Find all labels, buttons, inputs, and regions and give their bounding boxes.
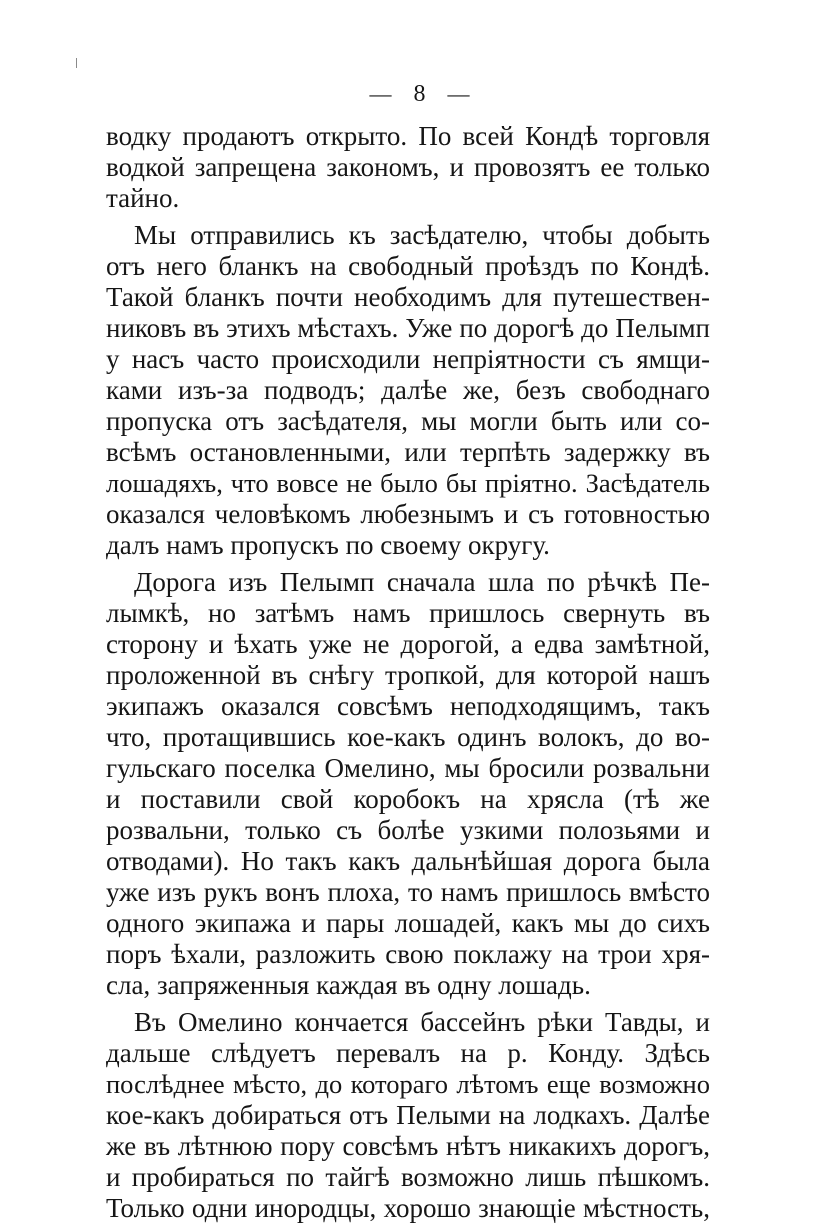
text-line: тайно. <box>106 183 180 213</box>
text-line: и пробираться по тайгѣ возможно лишь пѣшкомъ. <box>106 1162 710 1192</box>
text-line: уже изъ рукъ вонъ плоха, то намъ пришлось вмѣсто <box>106 877 710 907</box>
paragraph <box>106 567 710 1001</box>
text-line: у насъ часто происходили непріятности съ ямщи- <box>106 344 710 374</box>
paragraph <box>106 1007 710 1224</box>
page-number-dash-right: — <box>447 81 471 106</box>
paragraph <box>106 121 710 214</box>
text-line: поръ ѣхали, разложить свою поклажу на трои хря- <box>106 939 710 969</box>
text-line: пропуска отъ засѣдателя, мы могли быть или со- <box>106 406 710 436</box>
text-line: Дорога изъ Пелымп сначала шла по рѣчкѣ Пе- <box>134 567 710 597</box>
text-line: сторону и ѣхать уже не дорогой, а едва замѣтной, <box>106 629 710 659</box>
text-line: водку продаютъ открыто. По всей Кондѣ торговля <box>106 121 710 151</box>
page-number: 8 <box>413 81 427 107</box>
text-line: лымкѣ, но затѣмъ намъ пришлось свернуть въ <box>106 598 710 628</box>
page-header <box>0 80 840 108</box>
text-line: одного экипажа и пары лошадей, какъ мы до сихъ <box>106 908 710 938</box>
text-line: далъ намъ пропускъ по своему округу. <box>106 530 550 560</box>
text-line: послѣднее мѣсто, до котораго лѣтомъ еще возможно <box>106 1069 710 1099</box>
text-line: водкой запрещена закономъ, и провозятъ ее только <box>106 152 710 182</box>
text-line: Такой бланкъ почти необходимъ для путешествен- <box>106 282 710 312</box>
text-line: же въ лѣтнюю пору совсѣмъ нѣтъ никакихъ дорогъ, <box>106 1131 710 1161</box>
paragraph <box>106 220 710 561</box>
text-line: розвальни, только съ болѣе узкими полозьями и <box>106 815 710 845</box>
page-number-dash-left: — <box>369 81 393 106</box>
text-line: никовъ въ этихъ мѣстахъ. Уже по дорогѣ до Пелымп <box>106 313 710 343</box>
scan-mark <box>76 58 77 68</box>
text-line: и поставили свой коробокъ на хрясла (тѣ же <box>106 784 710 814</box>
text-line: Только одни инородцы, хорошо знающіе мѣстность, <box>106 1193 710 1223</box>
text-line: проложенной въ снѣгу тропкой, для которой нашъ <box>106 660 710 690</box>
text-line: сла, запряженныя каждая въ одну лошадь. <box>106 970 591 1000</box>
text-line: что, протащившись кое-какъ одинъ волокъ, до во- <box>106 722 710 752</box>
text-line: гульскаго поселка Омелино, мы бросили розвальни <box>106 753 710 783</box>
text-line: дальше слѣдуетъ перевалъ на р. Конду. Здѣсь <box>106 1038 710 1068</box>
text-line: отъ него бланкъ на свободный проѣздъ по Кондѣ. <box>106 251 710 281</box>
body-text <box>106 121 710 1224</box>
text-line: Въ Омелино кончается бассейнъ рѣки Тавды, и <box>134 1007 710 1037</box>
text-line: отводами). Но такъ какъ дальнѣйшая дорога была <box>106 846 710 876</box>
text-line: экипажъ оказался совсѣмъ неподходящимъ, такъ <box>106 691 710 721</box>
text-line: всѣмъ остановленными, или терпѣть задержку въ <box>106 437 710 467</box>
text-line: лошадяхъ, что вовсе не было бы пріятно. Засѣдатель <box>106 468 710 498</box>
text-line: оказался человѣкомъ любезнымъ и съ готовностью <box>106 499 710 529</box>
text-line: ками изъ-за подводъ; далѣе же, безъ свободнаго <box>106 375 710 405</box>
text-line: кое-какъ добираться отъ Пелыми на лодкахъ. Далѣе <box>106 1100 710 1130</box>
text-line: Мы отправились къ засѣдателю, чтобы добыть <box>134 220 710 250</box>
